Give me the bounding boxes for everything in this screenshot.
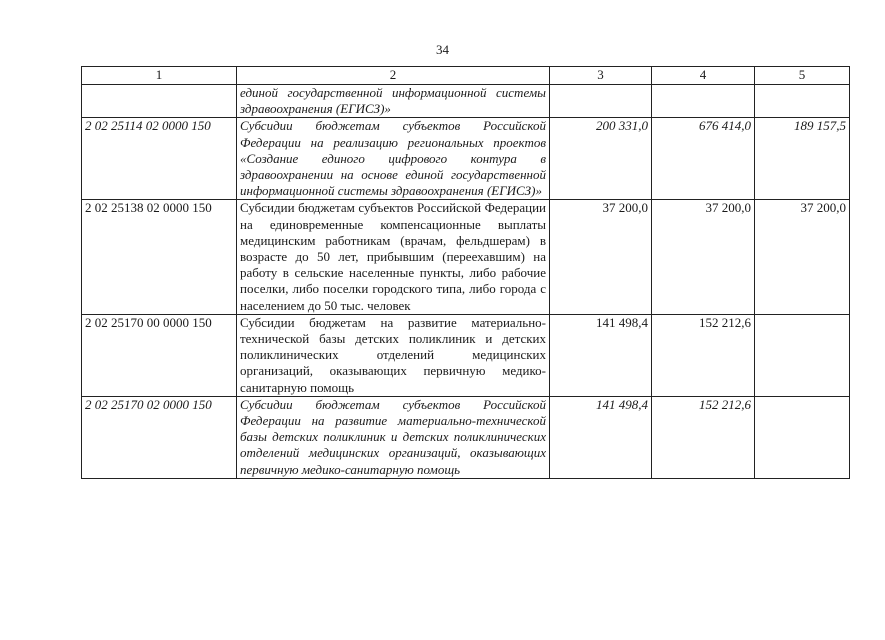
column-header: 5: [755, 67, 850, 85]
amount-col4: 676 414,0: [652, 118, 755, 200]
budget-code: 2 02 25170 00 0000 150: [82, 314, 237, 396]
budget-code: 2 02 25138 02 0000 150: [82, 200, 237, 314]
amount-col3: 141 498,4: [550, 314, 652, 396]
budget-code: 2 02 25170 02 0000 150: [82, 396, 237, 478]
table-row: [82, 314, 850, 396]
budget-code: 2 02 25114 02 0000 150: [82, 118, 237, 200]
amount-col3: 200 331,0: [550, 118, 652, 200]
amount-col5: [755, 314, 850, 396]
amount-col3: 37 200,0: [550, 200, 652, 314]
amount-col4: [652, 85, 755, 118]
table-row: [82, 85, 850, 118]
column-header: 2: [237, 67, 550, 85]
description: Субсидии бюджетам на развитие материально-технической базы детских поликлиник и детских поликлинических отделений медицинских организаций, оказывающих первичную медико-санитарную помощь: [237, 314, 550, 396]
amount-col5: [755, 396, 850, 478]
amount-col5: 189 157,5: [755, 118, 850, 200]
table-row: [82, 200, 850, 314]
page-number: 34: [436, 42, 449, 57]
description: единой государственной информационной системы здравоохранения (ЕГИСЗ)»: [237, 85, 550, 118]
amount-col4: 152 212,6: [652, 314, 755, 396]
amount-col3: 141 498,4: [550, 396, 652, 478]
amount-col4: 152 212,6: [652, 396, 755, 478]
column-header: 4: [652, 67, 755, 85]
table-row: [82, 118, 850, 200]
amount-col5: 37 200,0: [755, 200, 850, 314]
column-header: 3: [550, 67, 652, 85]
budget-table: [81, 66, 850, 479]
column-header: 1: [82, 67, 237, 85]
budget-code: [82, 85, 237, 118]
description: Субсидии бюджетам субъектов Российской Федерации на реализацию региональных проектов «Создание единого цифрового контура в здравоохранении на основе единой государственной информационной системы здравоохранения (ЕГИСЗ)»: [237, 118, 550, 200]
table-header-row: [82, 67, 850, 85]
amount-col5: [755, 85, 850, 118]
amount-col3: [550, 85, 652, 118]
amount-col4: 37 200,0: [652, 200, 755, 314]
table-row: [82, 396, 850, 478]
description: Субсидии бюджетам субъектов Российской Федерации на развитие материально-технической базы детских поликлиник и детских поликлинических отделений медицинских организаций, оказывающих первичную медико-санитарную помощь: [237, 396, 550, 478]
description: Субсидии бюджетам субъектов Российской Федерации на единовременные компенсационные выплаты медицинским работникам (врачам, фельдшерам) в возрасте до 50 лет, прибывшим (переехавшим) на работу в сельские населенные пункты, либо рабочие поселки, либо поселки городского типа, либо города с населением до 50 тыс. человек: [237, 200, 550, 314]
